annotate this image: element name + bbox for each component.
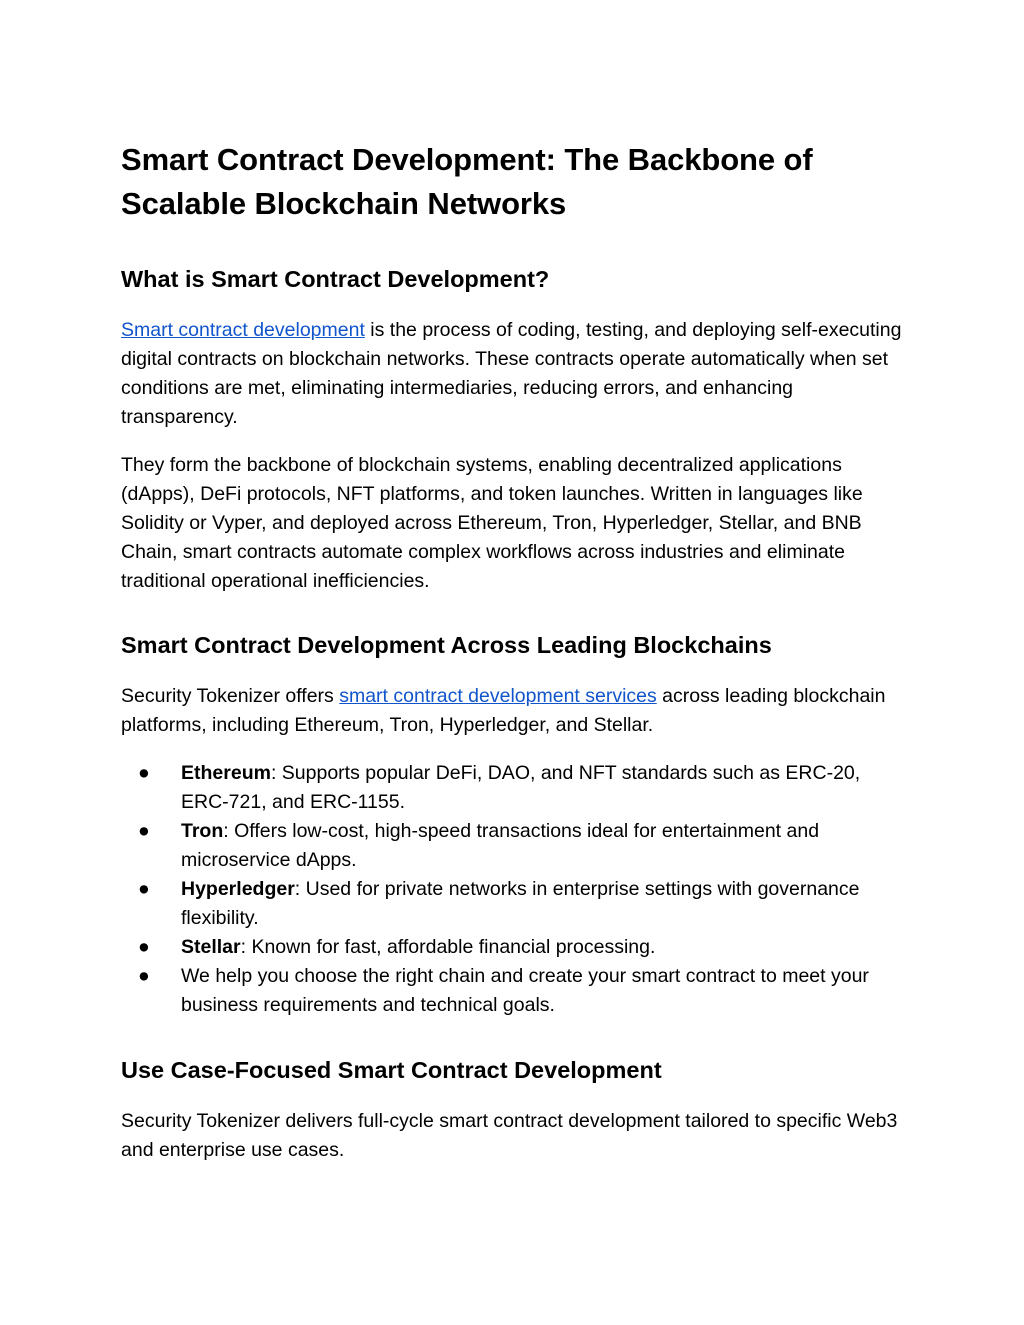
section-heading-use-case: Use Case-Focused Smart Contract Development — [121, 1057, 662, 1083]
list-item-term: Hyperledger — [181, 878, 295, 900]
paragraph-services-intro-tail: across leading blockchain platforms, including Ethereum, Tron, Hyperledger, and Stellar. — [121, 685, 886, 736]
bullet-icon: ● — [138, 965, 150, 987]
document-page — [121, 138, 911, 1165]
section-heading-what-is: What is Smart Contract Development? — [121, 266, 550, 292]
paragraph-services-intro-lead: Security Tokenizer offers — [121, 685, 340, 707]
bullet-icon: ● — [138, 936, 150, 958]
paragraph-use-case: Security Tokenizer delivers full-cycle smart contract development tailored to specific Web3 and enterprise use cases. — [121, 1110, 898, 1161]
list-item-term: Ethereum — [181, 762, 271, 784]
bullet-icon: ● — [138, 820, 150, 842]
paragraph-services-intro — [121, 682, 911, 740]
list-item-stellar — [121, 933, 911, 962]
list-item-term: Tron — [181, 820, 224, 842]
paragraph-definition — [121, 316, 911, 432]
list-item-description: We help you choose the right chain and create your smart contract to meet your business requirements and technical goals. — [181, 965, 869, 1016]
document-title: Smart Contract Development: The Backbone of Scalable Blockchain Networks — [121, 142, 813, 221]
bullet-icon: ● — [138, 878, 150, 900]
list-item-description: : Used for private networks in enterprise settings with governance flexibility. — [181, 878, 860, 929]
list-item-help — [121, 962, 911, 1020]
list-item-term: Stellar — [181, 936, 241, 958]
list-item-description: : Supports popular DeFi, DAO, and NFT standards such as ERC-20, ERC-721, and ERC-1155. — [181, 762, 861, 813]
list-item-hyperledger — [121, 875, 911, 933]
bullet-icon: ● — [138, 762, 150, 784]
paragraph-definition-text: is the process of coding, testing, and deploying self-executing digital contracts on blockchain networks. These contracts operate automatically when set conditions are met, eliminating intermediaries, reducing errors, and enhancing transparency. — [121, 319, 902, 428]
link-smart-contract-development[interactable]: Smart contract development — [121, 319, 365, 341]
link-smart-contract-development-services[interactable]: smart contract development services — [339, 685, 657, 707]
section-heading-leading-blockchains: Smart Contract Development Across Leading Blockchains — [121, 632, 772, 658]
list-item-tron — [121, 817, 911, 875]
list-item-ethereum — [121, 759, 911, 817]
paragraph-backbone: They form the backbone of blockchain systems, enabling decentralized applications (dApps), DeFi protocols, NFT platforms, and token launches. Written in languages like Solidity or Vyper, and deployed across Ethereum, Tron, Hyperledger, Stellar, and BNB Chain, smart contracts automate complex workflows across industries and eliminate traditional operational inefficiencies. — [121, 454, 863, 592]
blockchain-list — [121, 759, 911, 1020]
list-item-description: : Known for fast, affordable financial processing. — [240, 936, 656, 958]
list-item-description: : Offers low-cost, high-speed transactions ideal for entertainment and microservice dApps. — [181, 820, 820, 871]
